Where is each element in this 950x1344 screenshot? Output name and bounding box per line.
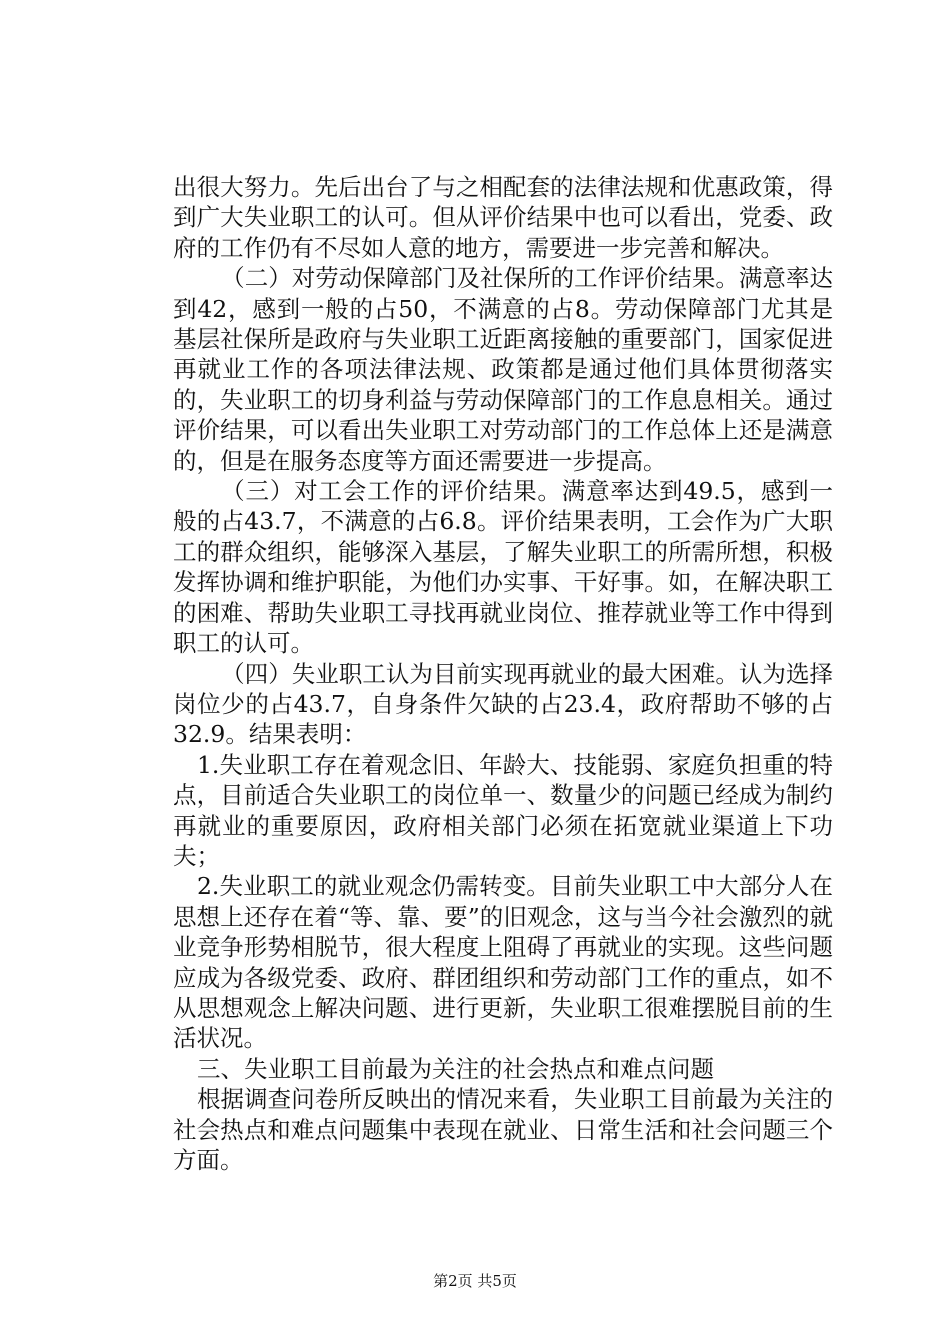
page-number-footer: 第2页 共5页 xyxy=(433,1272,517,1290)
section-heading-3: 三、失业职工目前最为关注的社会热点和难点问题 xyxy=(196,1054,714,1083)
paragraph-survey-summary: 根据调查问卷所反映出的情况来看，失业职工目前最为关注的社会热点和难点问题集中表现在就业、日常生活和社会问题三个方面。 xyxy=(173,1085,833,1174)
paragraph-section-3: （三）对工会工作的评价结果。满意率达到49.5，感到一般的占43.7，不满意的占6.8。评价结果表明，工会作为广大职工的群众组织，能够深入基层，了解失业职工的所需所想，积极发挥协调和维护职能，为他们办实事、干好事。如，在解决职工的困难、帮助失业职工寻找再就业岗位、推荐就业等工作中得到职工的认可。 xyxy=(173,477,833,658)
paragraph-section-4: （四）失业职工认为目前实现再就业的最大困难。认为选择岗位少的占43.7，自身条件欠缺的占23.4，政府帮助不够的占32.9。结果表明： xyxy=(173,659,833,749)
paragraph-item-1: 1.失业职工存在着观念旧、年龄大、技能弱、家庭负担重的特点，目前适合失业职工的岗位单一、数量少的问题已经成为制约再就业的重要原因，政府相关部门必须在拓宽就业渠道上下功夫； xyxy=(173,750,833,870)
document-body xyxy=(173,172,833,1175)
paragraph-continuation: 出很大努力。先后出台了与之相配套的法律法规和优惠政策，得到广大失业职工的认可。但从评价结果中也可以看出，党委、政府的工作仍有不尽如人意的地方，需要进一步完善和解决。 xyxy=(173,173,833,262)
paragraph-section-2: （二）对劳动保障部门及社保所的工作评价结果。满意率达到42，感到一般的占50，不满意的占8。劳动保障部门尤其是基层社保所是政府与失业职工近距离接触的重要部门，国家促进再就业工作的各项法律法规、政策都是通过他们具体贯彻落实的，失业职工的切身利益与劳动保障部门的工作息息相关。通过评价结果，可以看出失业职工对劳动部门的工作总体上还是满意的，但是在服务态度等方面还需要进一步提高。 xyxy=(173,264,833,475)
paragraph-item-2: 2.失业职工的就业观念仍需转变。目前失业职工中大部分人在思想上还存在着“等、靠、要”的旧观念，这与当今社会激烈的就业竞争形势相脱节，很大程度上阻碍了再就业的实现。这些问题应成为各级党委、政府、群团组织和劳动部门工作的重点，如不从思想观念上解决问题、进行更新，失业职工很难摆脱目前的生活状况。 xyxy=(173,872,833,1053)
